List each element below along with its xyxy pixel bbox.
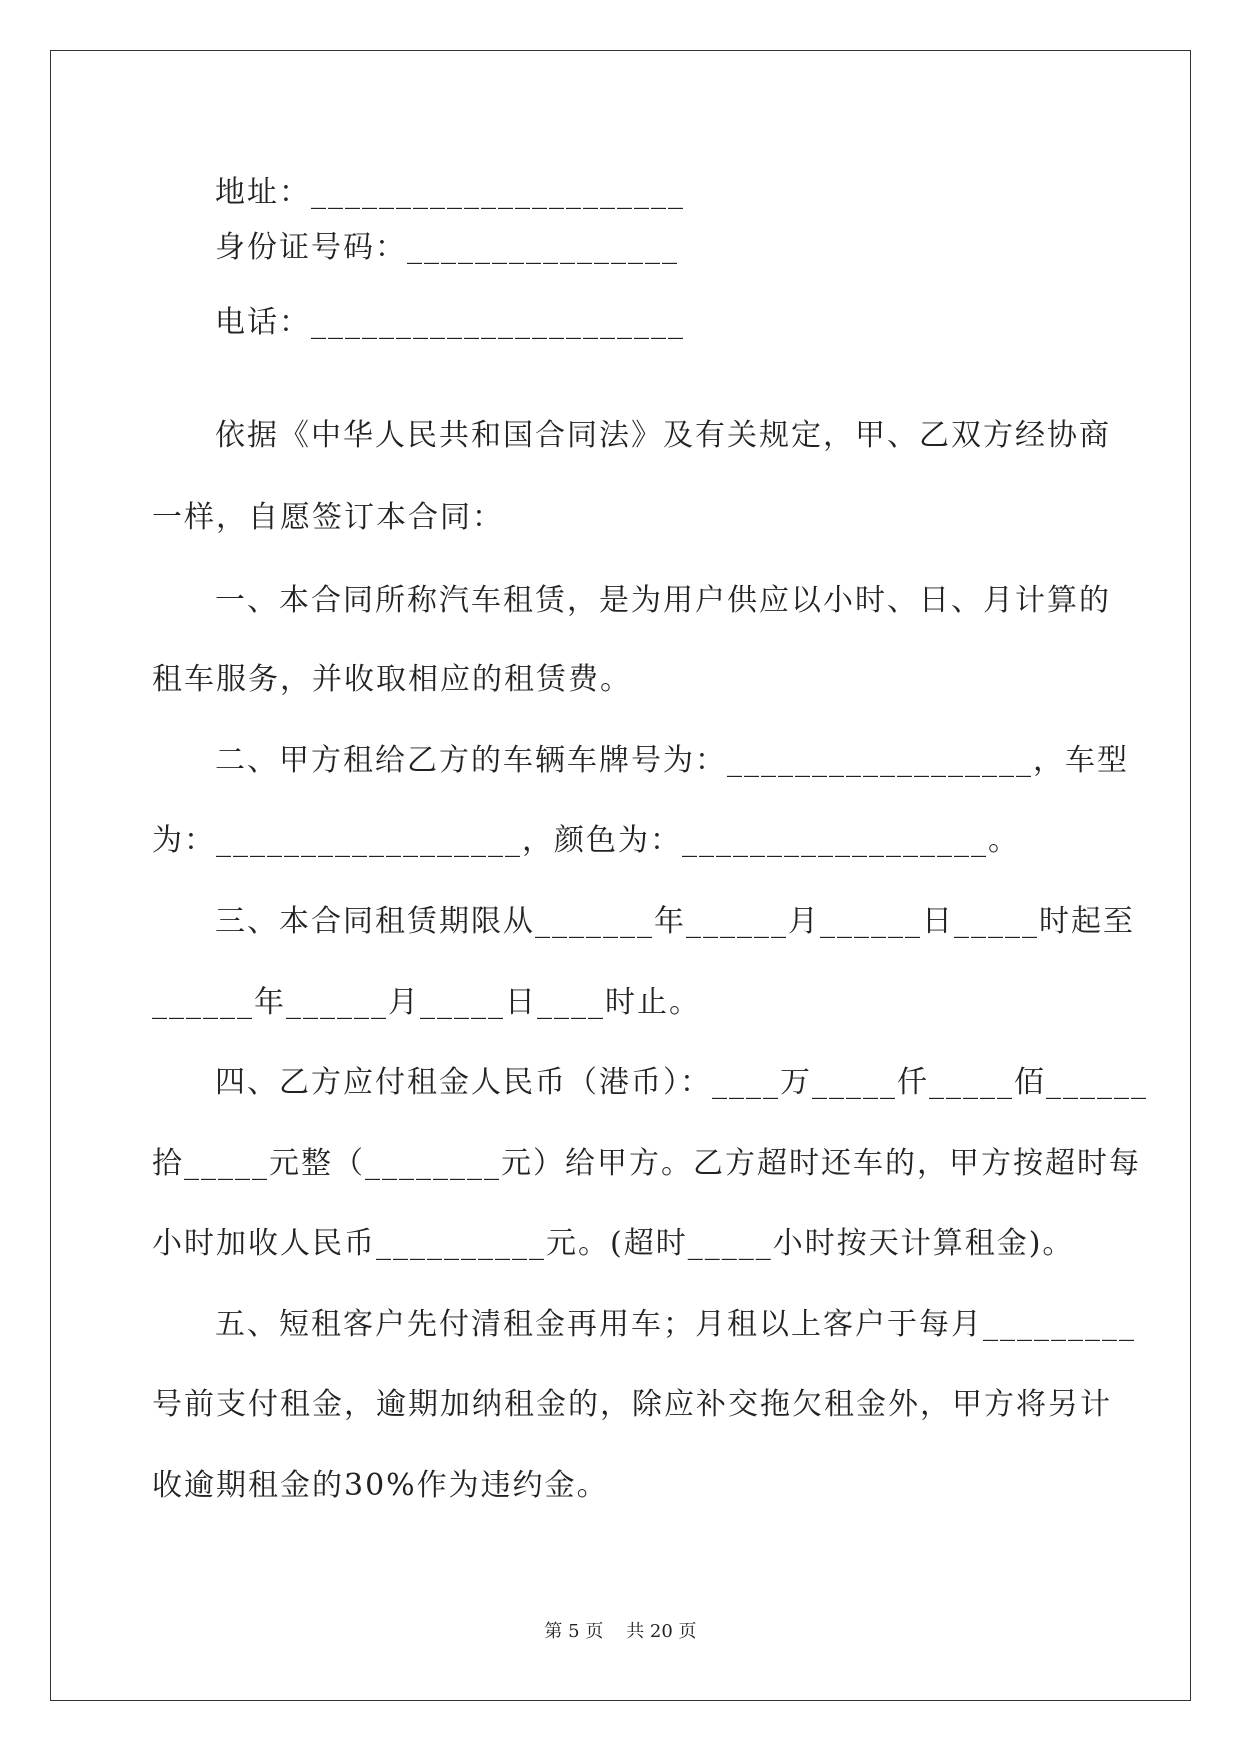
clause-5-line-2: 号前支付租金，逾期加纳租金的，除应补交拖欠租金外，甲方将另计 xyxy=(152,1387,1112,1422)
paragraph-intro-line-2: 一样，自愿签订本合同： xyxy=(152,500,504,535)
phone-field: 电话：______________________ xyxy=(215,305,685,340)
address-field: 地址：______________________ xyxy=(215,175,685,210)
page-border xyxy=(50,50,1191,1701)
clause-1-line-1: 一、本合同所称汽车租赁，是为用户供应以小时、日、月计算的 xyxy=(215,583,1111,618)
id-number-field: 身份证号码：________________ xyxy=(215,230,679,265)
clause-4-line-1: 四、乙方应付租金人民币（港币）：____万_____仟_____佰______ xyxy=(215,1065,1148,1100)
page-number: 第 5 页 共 20 页 xyxy=(544,1621,697,1642)
clause-1-line-2: 租车服务，并收取相应的租赁费。 xyxy=(152,662,632,697)
clause-3-line-1: 三、本合同租赁期限从_______年______月______日_____时起至 xyxy=(215,904,1135,939)
clause-2-line-1: 二、甲方租给乙方的车辆车牌号为：__________________，车型 xyxy=(215,743,1129,778)
clause-5-line-1: 五、短租客户先付清租金再用车；月租以上客户于每月_________ xyxy=(215,1307,1136,1342)
clause-4-line-2: 拾_____元整（________元）给甲方。乙方超时还车的，甲方按超时每 xyxy=(152,1146,1141,1181)
clause-4-line-3: 小时加收人民币__________元。(超时_____小时按天计算租金)。 xyxy=(152,1226,1075,1261)
clause-5-line-3: 收逾期租金的30%作为违约金。 xyxy=(152,1468,609,1503)
clause-2-line-2: 为：__________________，颜色为：__________________。 xyxy=(152,823,1020,858)
paragraph-intro-line-1: 依据《中华人民共和国合同法》及有关规定，甲、乙双方经协商 xyxy=(215,418,1111,453)
clause-3-line-2: ______年______月_____日____时止。 xyxy=(152,985,701,1020)
